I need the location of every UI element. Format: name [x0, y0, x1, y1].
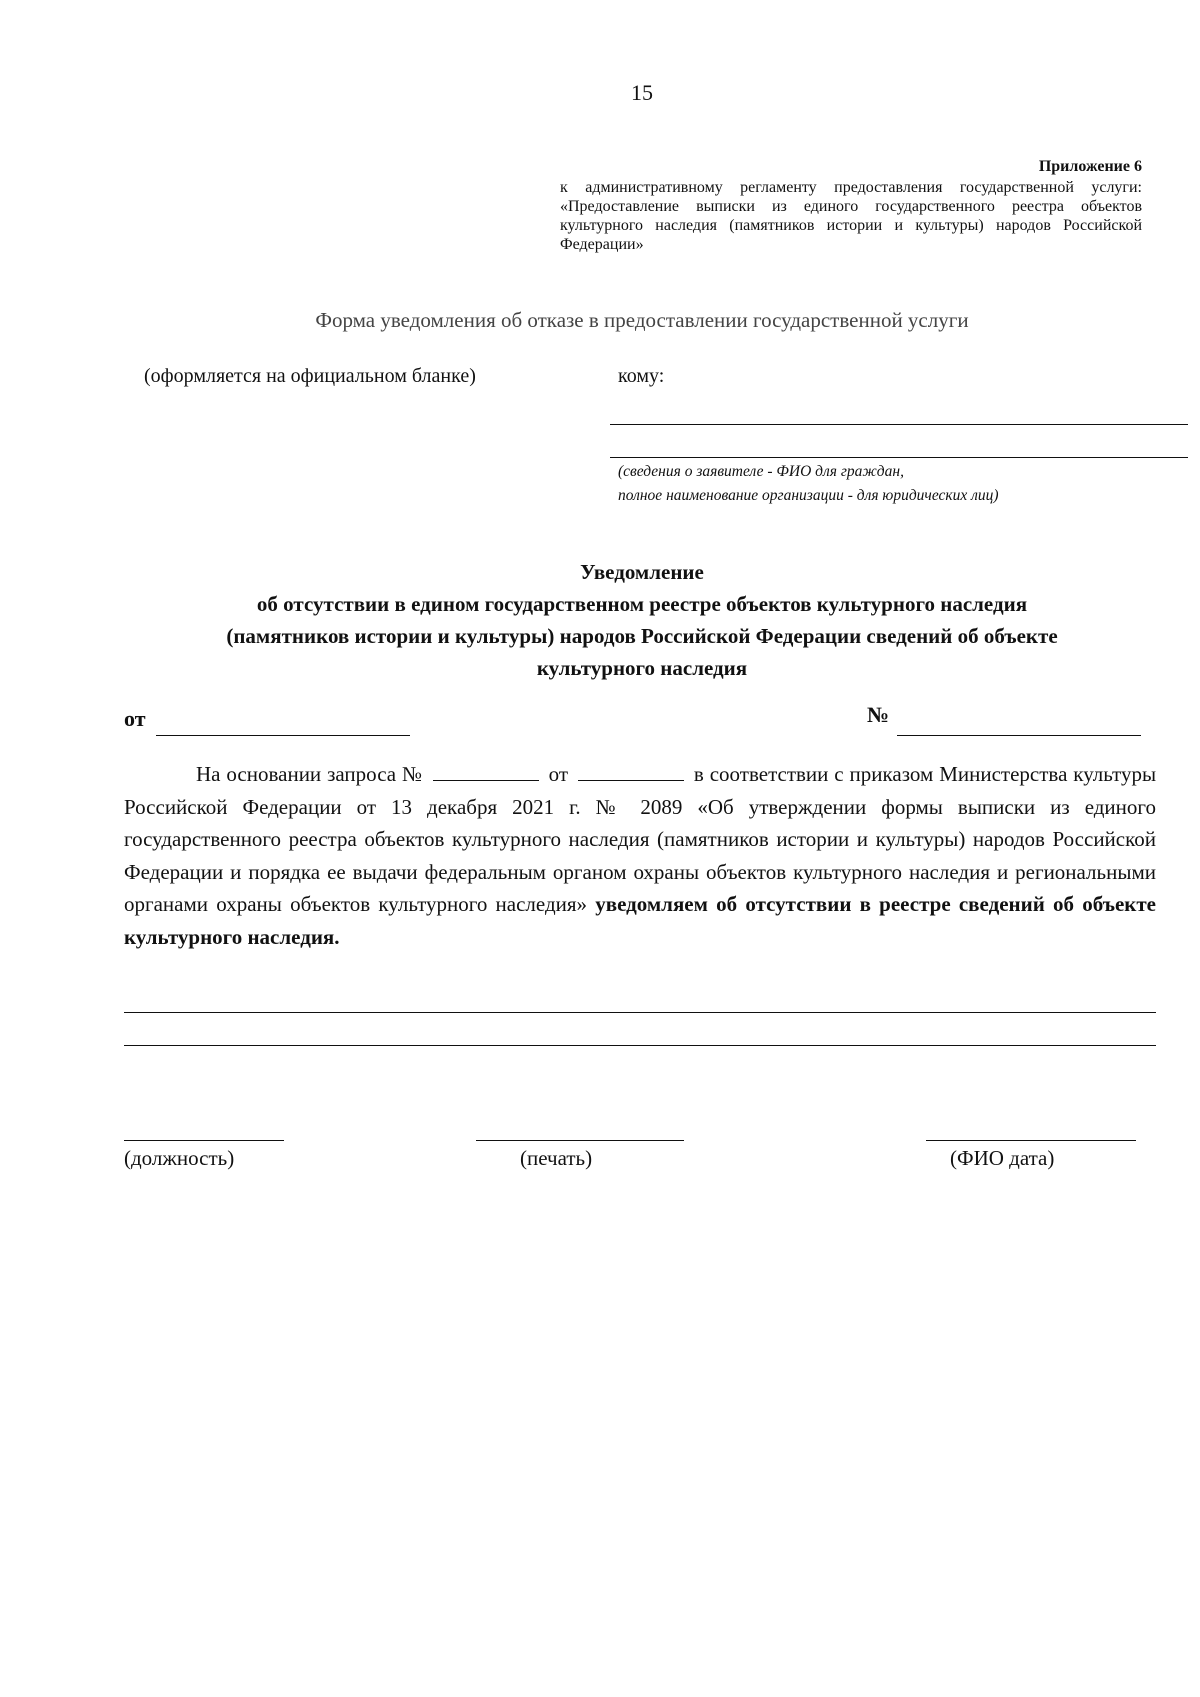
form-caption: Форма уведомления об отказе в предоставлении государственной услуги — [315, 308, 969, 332]
comment-line-1[interactable] — [124, 1012, 1156, 1013]
position-signature-line[interactable] — [124, 1140, 284, 1141]
name-date-signature-line[interactable] — [926, 1140, 1136, 1141]
recipient-note-line-2: полное наименование организации - для юридических лиц) — [618, 487, 999, 504]
number-label: № — [867, 702, 890, 727]
position-label: (должность) — [124, 1146, 235, 1170]
request-number-blank[interactable] — [433, 764, 539, 781]
notice-title — [100, 556, 1184, 684]
recipient-label: кому: — [618, 365, 665, 387]
notice-title-line-1: Уведомление — [580, 560, 704, 584]
recipient-note-line-1: (сведения о заявителе - ФИО для граждан, — [618, 463, 904, 480]
seal-signature-line[interactable] — [476, 1140, 684, 1141]
body-request-label: На основании запроса № — [196, 762, 423, 786]
official-blank-note: (оформляется на официальном бланке) — [144, 365, 476, 387]
body-main-text: в соответствии с приказом Министерства культуры Российской Федерации от 13 декабря 2021 г. № 2089 «Об утверждении формы выписки из единого государственного реестра объектов культурного наследия (памятников истории и культуры) народов Российской Федерации и порядка ее выдачи федеральным органом охраны объектов культурного наследия и региональными органами охраны объектов культурного наследия» — [124, 762, 1157, 917]
name-date-label: (ФИО дата) — [950, 1146, 1055, 1170]
appendix-text: к административному регламенту предоставления государственной услуги: «Предоставление выписки из единого государственного реестра объектов культурного наследия (памятников истории и культуры) народов Российской Федерации» — [560, 179, 1142, 253]
body-conclusion: уведомляем об отсутствии в реестре сведений об объекте культурного наследия. — [124, 892, 1157, 949]
appendix-title: Приложение 6 — [1038, 158, 1142, 175]
date-label: от — [124, 706, 146, 731]
comment-line-2[interactable] — [124, 1045, 1156, 1046]
notice-title-line-4: культурного наследия — [536, 656, 748, 680]
request-date-blank[interactable] — [578, 764, 684, 781]
recipient-line-2[interactable] — [610, 457, 1188, 458]
date-field-line[interactable] — [156, 735, 410, 736]
notice-title-line-2: об отсутствии в едином государственном реестре объектов культурного наследия — [256, 592, 1028, 616]
recipient-note — [618, 460, 999, 508]
body-date-label: от — [548, 762, 569, 786]
recipient-line-1[interactable] — [610, 424, 1188, 425]
seal-label: (печать) — [520, 1146, 593, 1170]
notice-body — [124, 758, 1156, 954]
number-field-line[interactable] — [897, 735, 1141, 736]
page-number: 15 — [631, 80, 653, 105]
notice-title-line-3: (памятников истории и культуры) народов Российской Федерации сведений об объекте — [226, 624, 1058, 648]
